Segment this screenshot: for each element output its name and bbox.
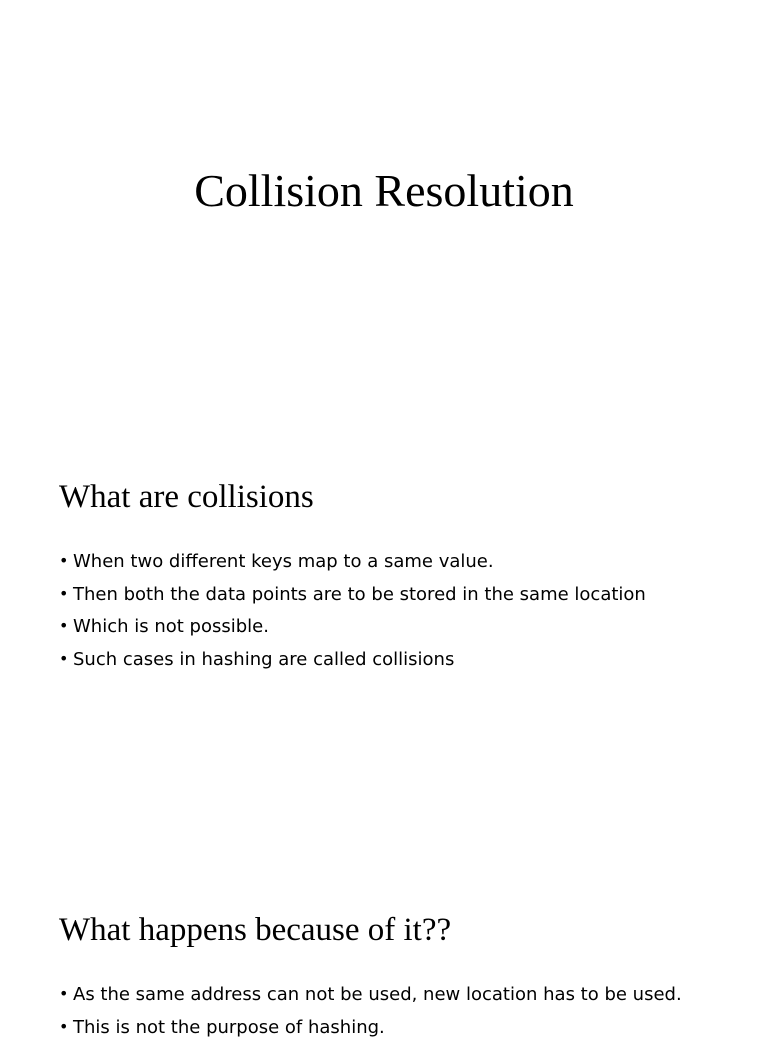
bullet-item: • When two different keys map to a same value. [59, 546, 646, 579]
slide-title: Collision Resolution [194, 165, 574, 216]
bullet-item: • Such cases in hashing are called collisions [59, 644, 646, 677]
bullet-item: • Which is not possible. [59, 611, 646, 644]
section-heading-collisions: What are collisions [59, 479, 314, 515]
bullet-item: • Then both the data points are to be stored in the same location [59, 579, 646, 612]
section-heading-happens: What happens because of it?? [59, 912, 452, 948]
bullet-item: • As the same address can not be used, new location has to be used. [59, 979, 682, 1012]
bullet-item: • This is not the purpose of hashing. [59, 1012, 682, 1044]
bullet-list-happens [59, 979, 682, 1044]
bullet-list-collisions [59, 546, 646, 676]
